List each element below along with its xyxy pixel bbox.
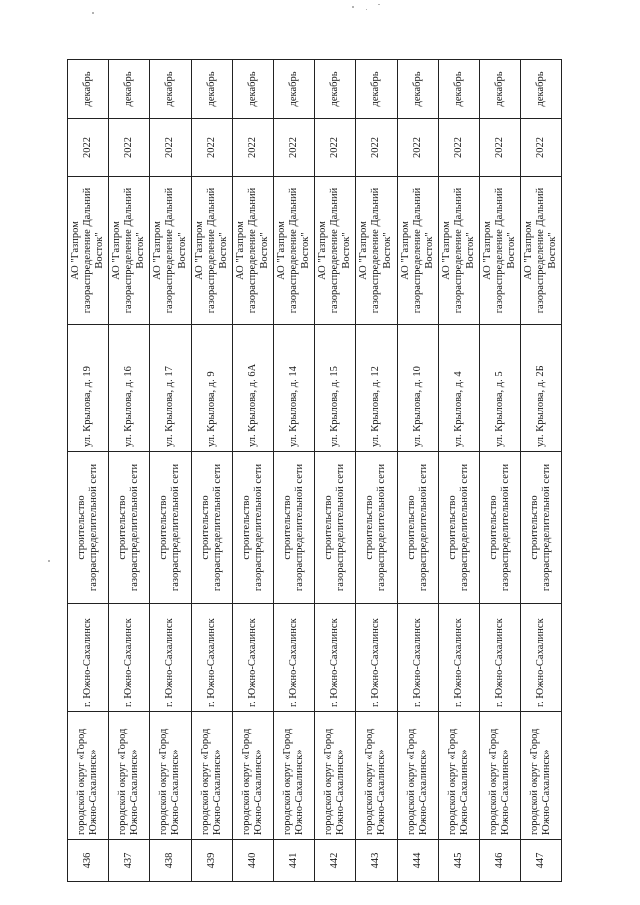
address-cell: ул. Крылова, д. 10 [397,325,438,452]
table-row [356,60,397,882]
month-cell: декабрь [232,60,273,119]
row-number: 438 [150,840,191,882]
year-cell: 2022 [438,119,479,177]
work-type-cell: строительство газораспределительной сети [397,452,438,604]
organization-cell: АО "Газпром газораспределение Дальний Восток" [479,177,520,325]
table-row [521,60,562,882]
row-number: 440 [232,840,273,882]
address-cell: ул. Крылова, д. 19 [68,325,109,452]
settlement-cell: г. Южно-Сахалинск [109,604,150,712]
municipality-cell: городской округ «Город Южно-Сахалинск» [521,712,562,840]
address-cell: ул. Крылова, д. 5 [479,325,520,452]
work-type-cell: строительство газораспределительной сети [273,452,314,604]
year-cell: 2022 [150,119,191,177]
municipality-cell: городской округ «Город Южно-Сахалинск» [273,712,314,840]
work-type-cell: строительство газораспределительной сети [68,452,109,604]
municipality-cell: городской округ «Город Южно-Сахалинск» [232,712,273,840]
scan-speck [92,12,94,14]
row-number: 446 [479,840,520,882]
municipality-cell: городской округ «Город Южно-Сахалинск» [109,712,150,840]
scan-speck [378,4,380,5]
row-number: 436 [68,840,109,882]
organization-cell: АО "Газпром газораспределение Дальний Восток" [521,177,562,325]
municipality-cell: городской округ «Город Южно-Сахалинск» [191,712,232,840]
table-row [191,60,232,882]
table-row [68,60,109,882]
settlement-cell: г. Южно-Сахалинск [68,604,109,712]
address-cell: ул. Крылова, д. 2Б [521,325,562,452]
settlement-cell: г. Южно-Сахалинск [191,604,232,712]
row-number: 444 [397,840,438,882]
settlement-cell: г. Южно-Сахалинск [273,604,314,712]
address-cell: ул. Крылова, д. 17 [150,325,191,452]
work-type-cell: строительство газораспределительной сети [356,452,397,604]
scan-speck [366,9,367,10]
settlement-cell: г. Южно-Сахалинск [150,604,191,712]
registry-table [67,59,562,882]
year-cell: 2022 [191,119,232,177]
address-cell: ул. Крылова, д. 12 [356,325,397,452]
organization-cell: АО "Газпром газораспределение Дальний Восток" [315,177,356,325]
rotated-sheet [67,60,559,882]
work-type-cell: строительство газораспределительной сети [521,452,562,604]
table-row [438,60,479,882]
organization-cell: АО "Газпром газораспределение Дальний Восток" [68,177,109,325]
row-number: 442 [315,840,356,882]
year-cell: 2022 [356,119,397,177]
organization-cell: АО "Газпром газораспределение Дальний Восток" [397,177,438,325]
row-number: 447 [521,840,562,882]
municipality-cell: городской округ «Город Южно-Сахалинск» [68,712,109,840]
month-cell: декабрь [150,60,191,119]
month-cell: декабрь [191,60,232,119]
settlement-cell: г. Южно-Сахалинск [479,604,520,712]
registry-rows [68,60,562,882]
municipality-cell: городской округ «Город Южно-Сахалинск» [438,712,479,840]
row-number: 443 [356,840,397,882]
year-cell: 2022 [479,119,520,177]
address-cell: ул. Крылова, д. 6А [232,325,273,452]
year-cell: 2022 [397,119,438,177]
settlement-cell: г. Южно-Сахалинск [356,604,397,712]
settlement-cell: г. Южно-Сахалинск [397,604,438,712]
month-cell: декабрь [479,60,520,119]
address-cell: ул. Крылова, д. 14 [273,325,314,452]
year-cell: 2022 [521,119,562,177]
address-cell: ул. Крылова, д. 15 [315,325,356,452]
table-row [232,60,273,882]
settlement-cell: г. Южно-Сахалинск [315,604,356,712]
work-type-cell: строительство газораспределительной сети [438,452,479,604]
work-type-cell: строительство газораспределительной сети [315,452,356,604]
address-cell: ул. Крылова, д. 4 [438,325,479,452]
scan-speck [352,6,354,8]
month-cell: декабрь [521,60,562,119]
year-cell: 2022 [68,119,109,177]
month-cell: декабрь [397,60,438,119]
month-cell: декабрь [315,60,356,119]
address-cell: ул. Крылова, д. 16 [109,325,150,452]
row-number: 445 [438,840,479,882]
document-page [67,60,559,882]
municipality-cell: городской округ «Город Южно-Сахалинск» [479,712,520,840]
month-cell: декабрь [109,60,150,119]
row-number: 439 [191,840,232,882]
work-type-cell: строительство газораспределительной сети [191,452,232,604]
year-cell: 2022 [273,119,314,177]
month-cell: декабрь [68,60,109,119]
work-type-cell: строительство газораспределительной сети [232,452,273,604]
work-type-cell: строительство газораспределительной сети [479,452,520,604]
month-cell: декабрь [273,60,314,119]
municipality-cell: городской округ «Город Южно-Сахалинск» [150,712,191,840]
municipality-cell: городской округ «Город Южно-Сахалинск» [356,712,397,840]
month-cell: декабрь [356,60,397,119]
organization-cell: АО "Газпром газораспределение Дальний Восток" [150,177,191,325]
municipality-cell: городской округ «Город Южно-Сахалинск» [315,712,356,840]
organization-cell: АО "Газпром газораспределение Дальний Восток" [356,177,397,325]
table-row [109,60,150,882]
table-row [315,60,356,882]
year-cell: 2022 [232,119,273,177]
organization-cell: АО "Газпром газораспределение Дальний Восток" [109,177,150,325]
work-type-cell: строительство газораспределительной сети [150,452,191,604]
year-cell: 2022 [315,119,356,177]
settlement-cell: г. Южно-Сахалинск [438,604,479,712]
row-number: 437 [109,840,150,882]
address-cell: ул. Крылова, д. 9 [191,325,232,452]
work-type-cell: строительство газораспределительной сети [109,452,150,604]
scan-speck [48,560,50,562]
table-row [150,60,191,882]
table-row [397,60,438,882]
month-cell: декабрь [438,60,479,119]
year-cell: 2022 [109,119,150,177]
organization-cell: АО "Газпром газораспределение Дальний Восток" [273,177,314,325]
row-number: 441 [273,840,314,882]
table-row [479,60,520,882]
settlement-cell: г. Южно-Сахалинск [232,604,273,712]
organization-cell: АО "Газпром газораспределение Дальний Восток" [438,177,479,325]
organization-cell: АО "Газпром газораспределение Дальний Восток" [232,177,273,325]
municipality-cell: городской округ «Город Южно-Сахалинск» [397,712,438,840]
settlement-cell: г. Южно-Сахалинск [521,604,562,712]
organization-cell: АО "Газпром газораспределение Дальний Восток" [191,177,232,325]
table-row [273,60,314,882]
